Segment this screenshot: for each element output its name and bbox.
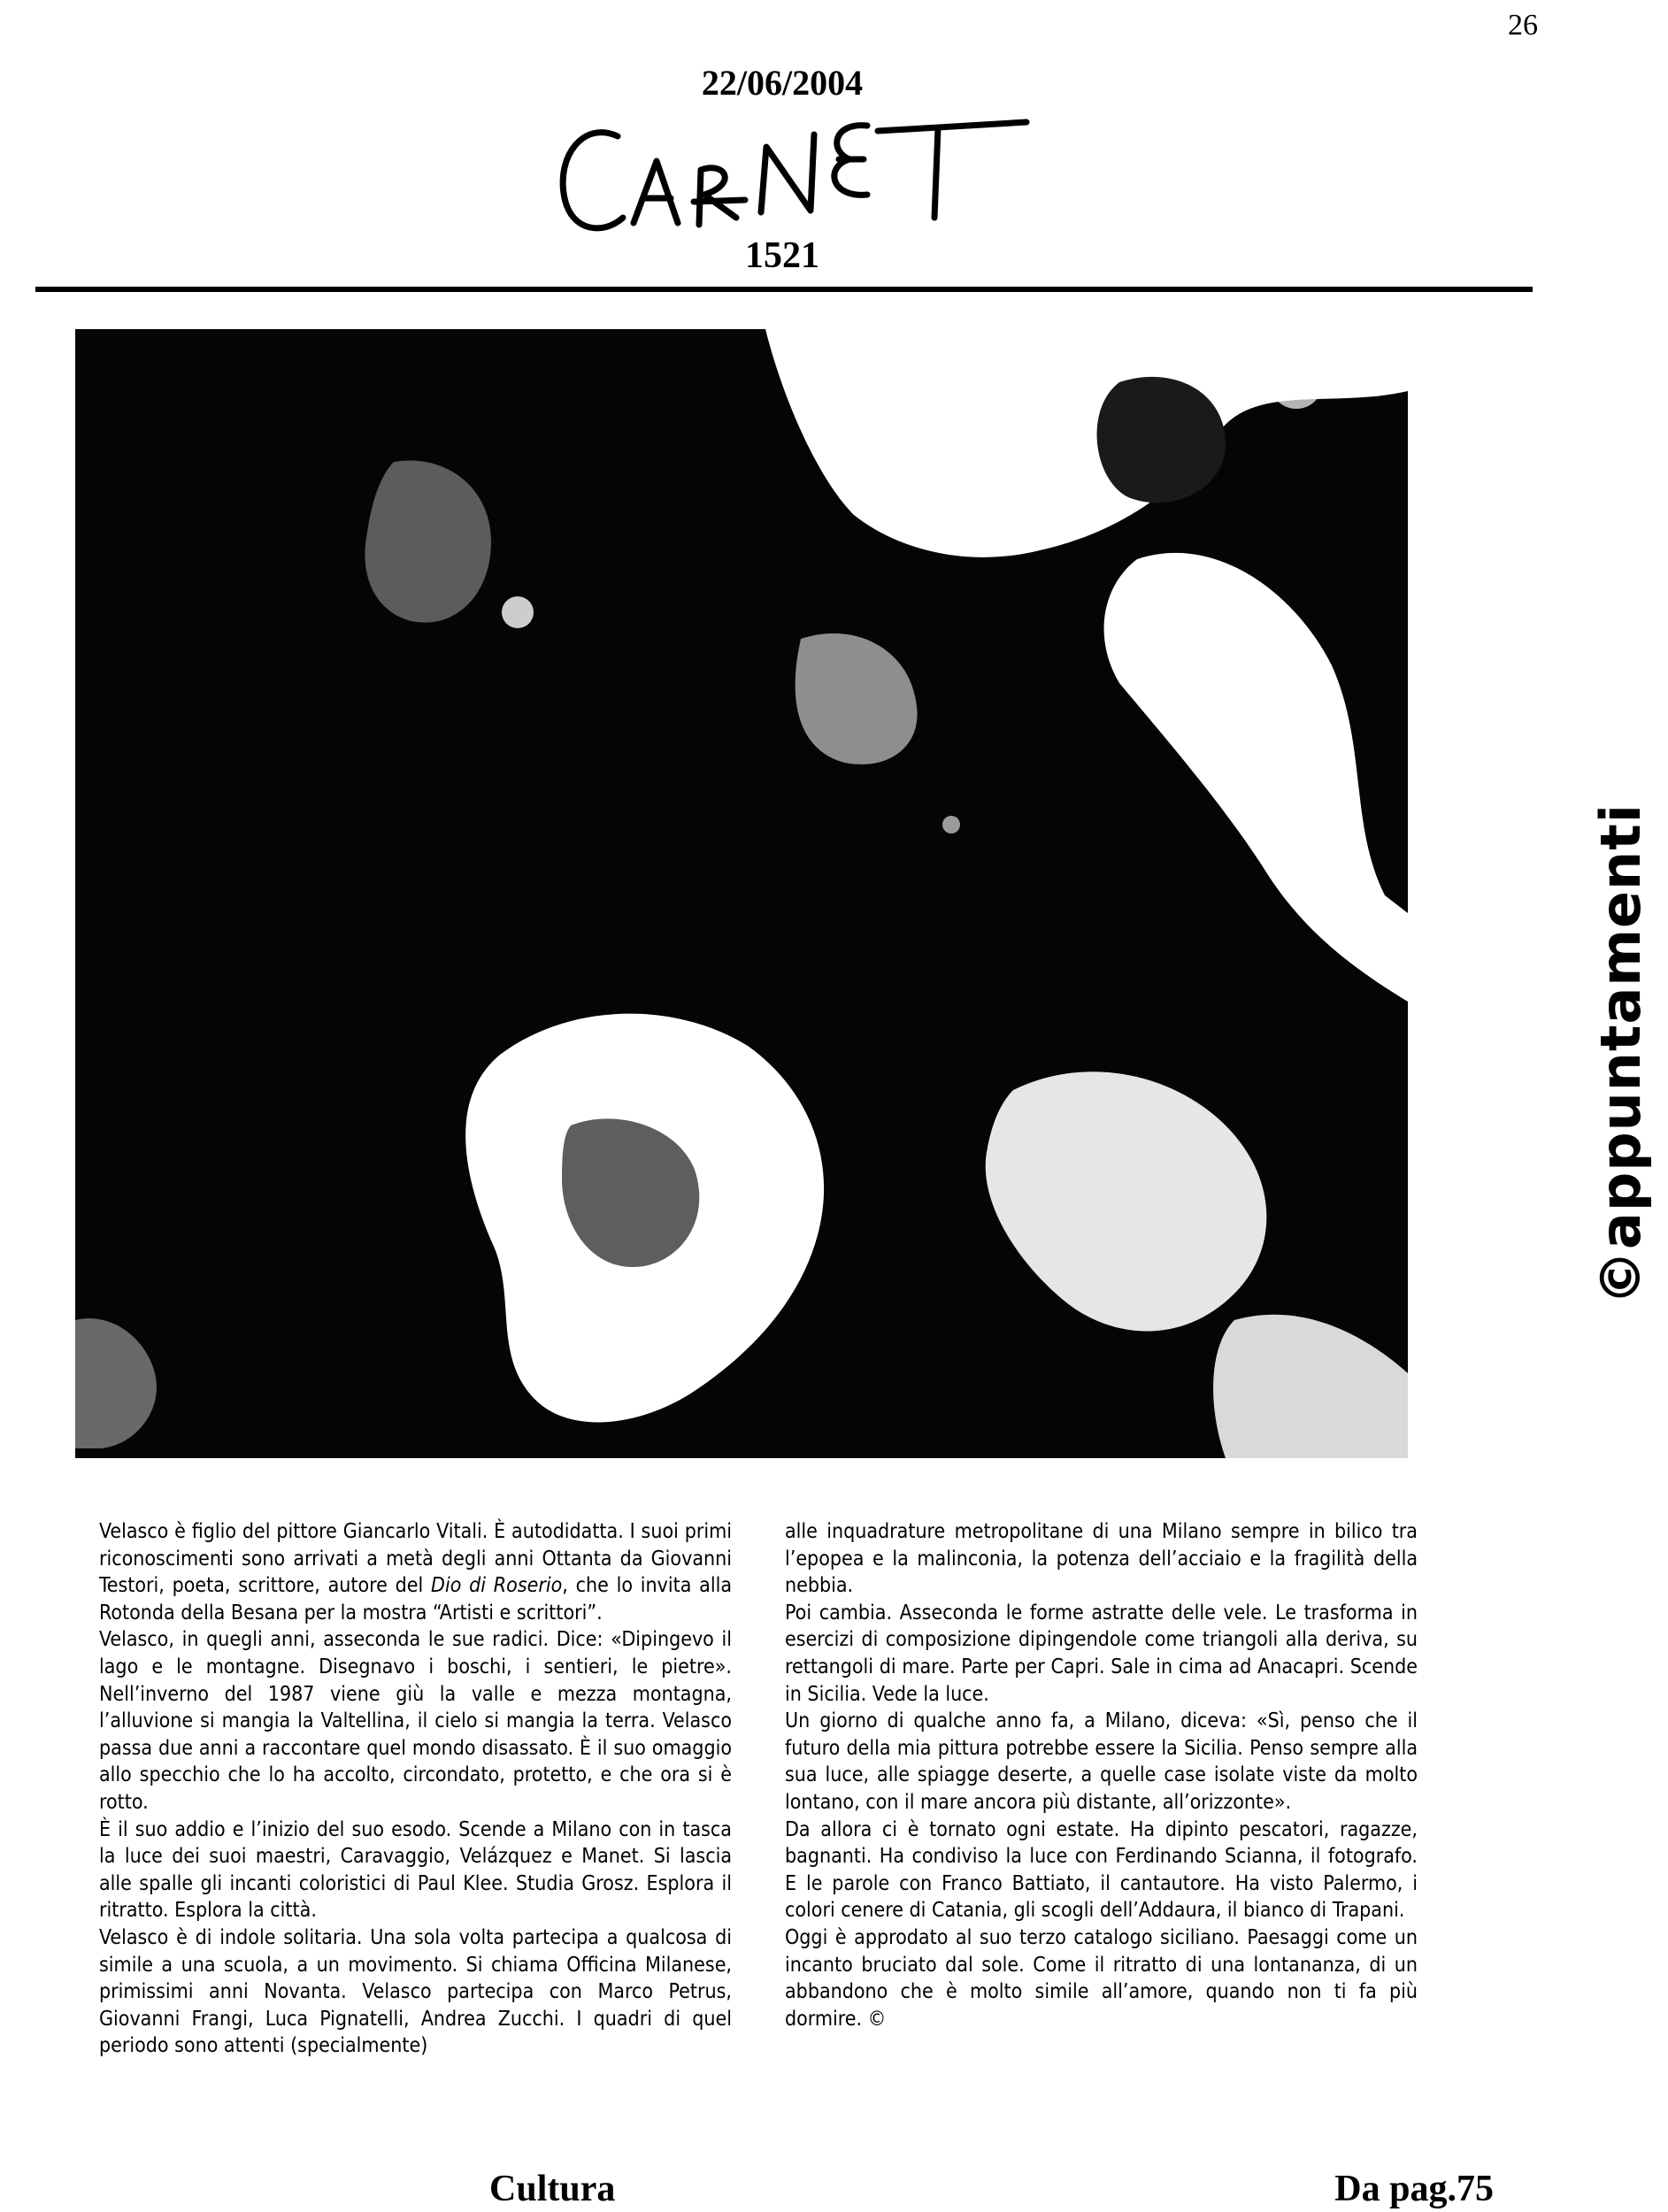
article-paragraph: Un giorno di qualche anno fa, a Milano, diceva: «Sì, penso che il futuro della mia pittura potrebbe essere la Sicilia. Penso sempre alla sua luce, alle spiagge deserte, a quelle case isolate viste da molto lontano, con il mare ancora più distante, all’orizzonte». xyxy=(785,1709,1418,1814)
article-paragraph: Poi cambia. Asseconda le forme astratte delle vele. Le trasforma in esercizi di composizione dipingendole come triangoli alla deriva, su rettangoli di mare. Parte per Capri. Sale in cima ad Anacapri. Scende in Sicilia. Vede la luce. xyxy=(785,1601,1418,1706)
article-paragraph: alle inquadrature metropolitane di una Milano sempre in bilico tra l’epopea e la malinconia, la potenza dell’acciaio e la fragilità della nebbia. xyxy=(785,1520,1418,1598)
article-column-right xyxy=(785,1518,1418,2060)
page-number: 26 xyxy=(1508,9,1538,42)
footer-section-label: Cultura xyxy=(489,2169,616,2209)
article-title-italic: Dio di Roserio xyxy=(431,1574,563,1598)
article-paragraph: Velasco, in quegli anni, asseconda le sue radici. Dice: «Dipingevo il lago e le montagne. Disegnavo i boschi, i sentieri, le pietre». Nell’inverno del 1987 viene giù la valle e mezza montagna, l’alluvione si mangia la Valtellina, il cielo si mangia la terra. Velasco passa due anni a raccontare quel mondo disassato. È il suo omaggio allo specchio che lo ha accolto, circondato, protetto, e che ora si è rotto. xyxy=(99,1628,732,1814)
article-column-left xyxy=(99,1518,732,2060)
masthead-date: 22/06/2004 xyxy=(701,63,864,103)
article-text: , che lo invita alla Rotonda della Besana per la mostra “Artisti e scrittori”. xyxy=(99,1574,732,1624)
carnet-logo xyxy=(549,85,1044,253)
issue-number: 1521 xyxy=(745,235,819,276)
article-paragraph: Oggi è approdato al suo terzo catalogo siciliano. Paesaggi come un incanto bruciato dal sole. Come il ritratto di una lontananza, di un abbandono che è molto simile all’amore, quando non ti fa più dormire. © xyxy=(785,1925,1418,2031)
header-rule xyxy=(35,287,1533,292)
article-paragraph: È il suo addio e l’inizio del suo esodo. Scende a Milano con in tasca la luce dei suoi maestri, Caravaggio, Velázquez e Manet. Si lascia alle spalle gli incanti coloristici di Paul Klee. Studia Grosz. Esplora il ritratto. Esplora la città. xyxy=(99,1817,732,1923)
footer-page-reference: Da pag.75 xyxy=(1334,2169,1494,2209)
article-paragraph: Velasco è di indole solitaria. Una sola volta partecipa a qualcosa di simile a una scuola, a un movimento. Si chiama Officina Milanese, primissimi anni Novanta. Velasco partecipa con Marco Petrus, Giovanni Frangi, Luca Pignatelli, Andrea Zucchi. I quadri di quel periodo sono attenti (specialmente) xyxy=(99,1925,732,2058)
article-text: Velasco è figlio del pittore Giancarlo Vitali. È autodidatta. I suoi primi riconoscimenti sono arrivati a metà degli anni Ottanta da Giovanni Testori, poeta, scrittore, autore del xyxy=(99,1520,732,1598)
article-columns xyxy=(99,1518,1418,2060)
article-photo xyxy=(75,329,1408,1458)
side-label-appuntamenti: ©appuntamenti xyxy=(1588,803,1653,1305)
article-paragraph: Da allora ci è tornato ogni estate. Ha dipinto pescatori, ragazze, bagnanti. Ha condiviso la luce con Ferdinando Scianna, il fotografo. E le parole con Franco Battiato, il cantautore. Ha visto Palermo, i colori cenere di Catania, gli scogli dell’Addaura, il bianco di Trapani. xyxy=(785,1817,1418,1923)
article-paragraph xyxy=(99,1518,732,1626)
